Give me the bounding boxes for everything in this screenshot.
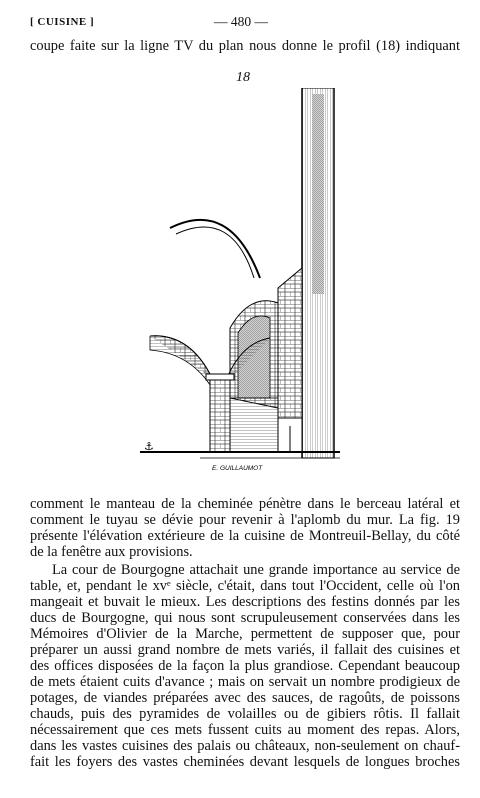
section-title: [ CUISINE ]: [30, 16, 95, 28]
text-line: ducs de Bourgogne, qui nous sont scrupuleusement conservées dans les: [30, 610, 460, 626]
text-line: chauds, puis des pyramides de volailles ou de gibiers rôtis. Il fallait: [30, 706, 460, 722]
text-line: comment le manteau de la cheminée pénètre dans le berceau latéral et: [30, 496, 460, 512]
section-mark-glyph: ⚓: [144, 440, 154, 453]
intro-line: coupe faite sur la ligne TV du plan nous donne le profil (18) indiquant: [30, 38, 460, 54]
text-line: de mets étaient cuits d'avance ; mais on servait un nombre prodigieux de: [30, 674, 460, 690]
text-line: fait les foyers des vastes cheminées devant lesquels de longues broches: [30, 754, 460, 770]
engraver-signature: E. GUILLAUMOT: [212, 465, 263, 472]
text-line: dans les vastes cuisines des palais ou châteaux, non-seulement on chauf-: [30, 738, 460, 754]
text-line: table, et, pendant le xvᵉ siècle, c'était, dans tout l'Occident, celle où l'on: [30, 578, 460, 594]
text-line: potages, de viandes préparées avec des sauces, de ragoûts, de poissons: [30, 690, 460, 706]
text-line: mangeait et buvait le mieux. Les descriptions des festins donnés par les: [30, 594, 460, 610]
figure-number: 18: [236, 70, 250, 85]
text-line: préparer un aussi grand nombre de mets variés, il fallait des cuisines et: [30, 642, 460, 658]
text-line: Mémoires d'Olivier de la Marche, permettent de supposer que, pour: [30, 626, 460, 642]
text-line: des offices disposées de la façon la plus grandiose. Cependant beaucoup: [30, 658, 460, 674]
running-header: [30, 12, 452, 32]
cross-section-engraving: [140, 88, 460, 480]
text-line: comment le tuyau se dévie pour revenir à l'aplomb du mur. La fig. 19: [30, 512, 460, 528]
page-number: — 480 —: [214, 14, 268, 29]
text-line: de la fenêtre aux provisions.: [30, 544, 193, 560]
text-line: présente l'élévation extérieure de la cuisine de Montreuil-Bellay, du côté: [30, 528, 460, 544]
text-line: nécessairement que ces mets fussent cuits au moment des repas. Alors,: [30, 722, 460, 738]
text-line: La cour de Bourgogne attachait une grande importance au service de: [52, 562, 460, 578]
